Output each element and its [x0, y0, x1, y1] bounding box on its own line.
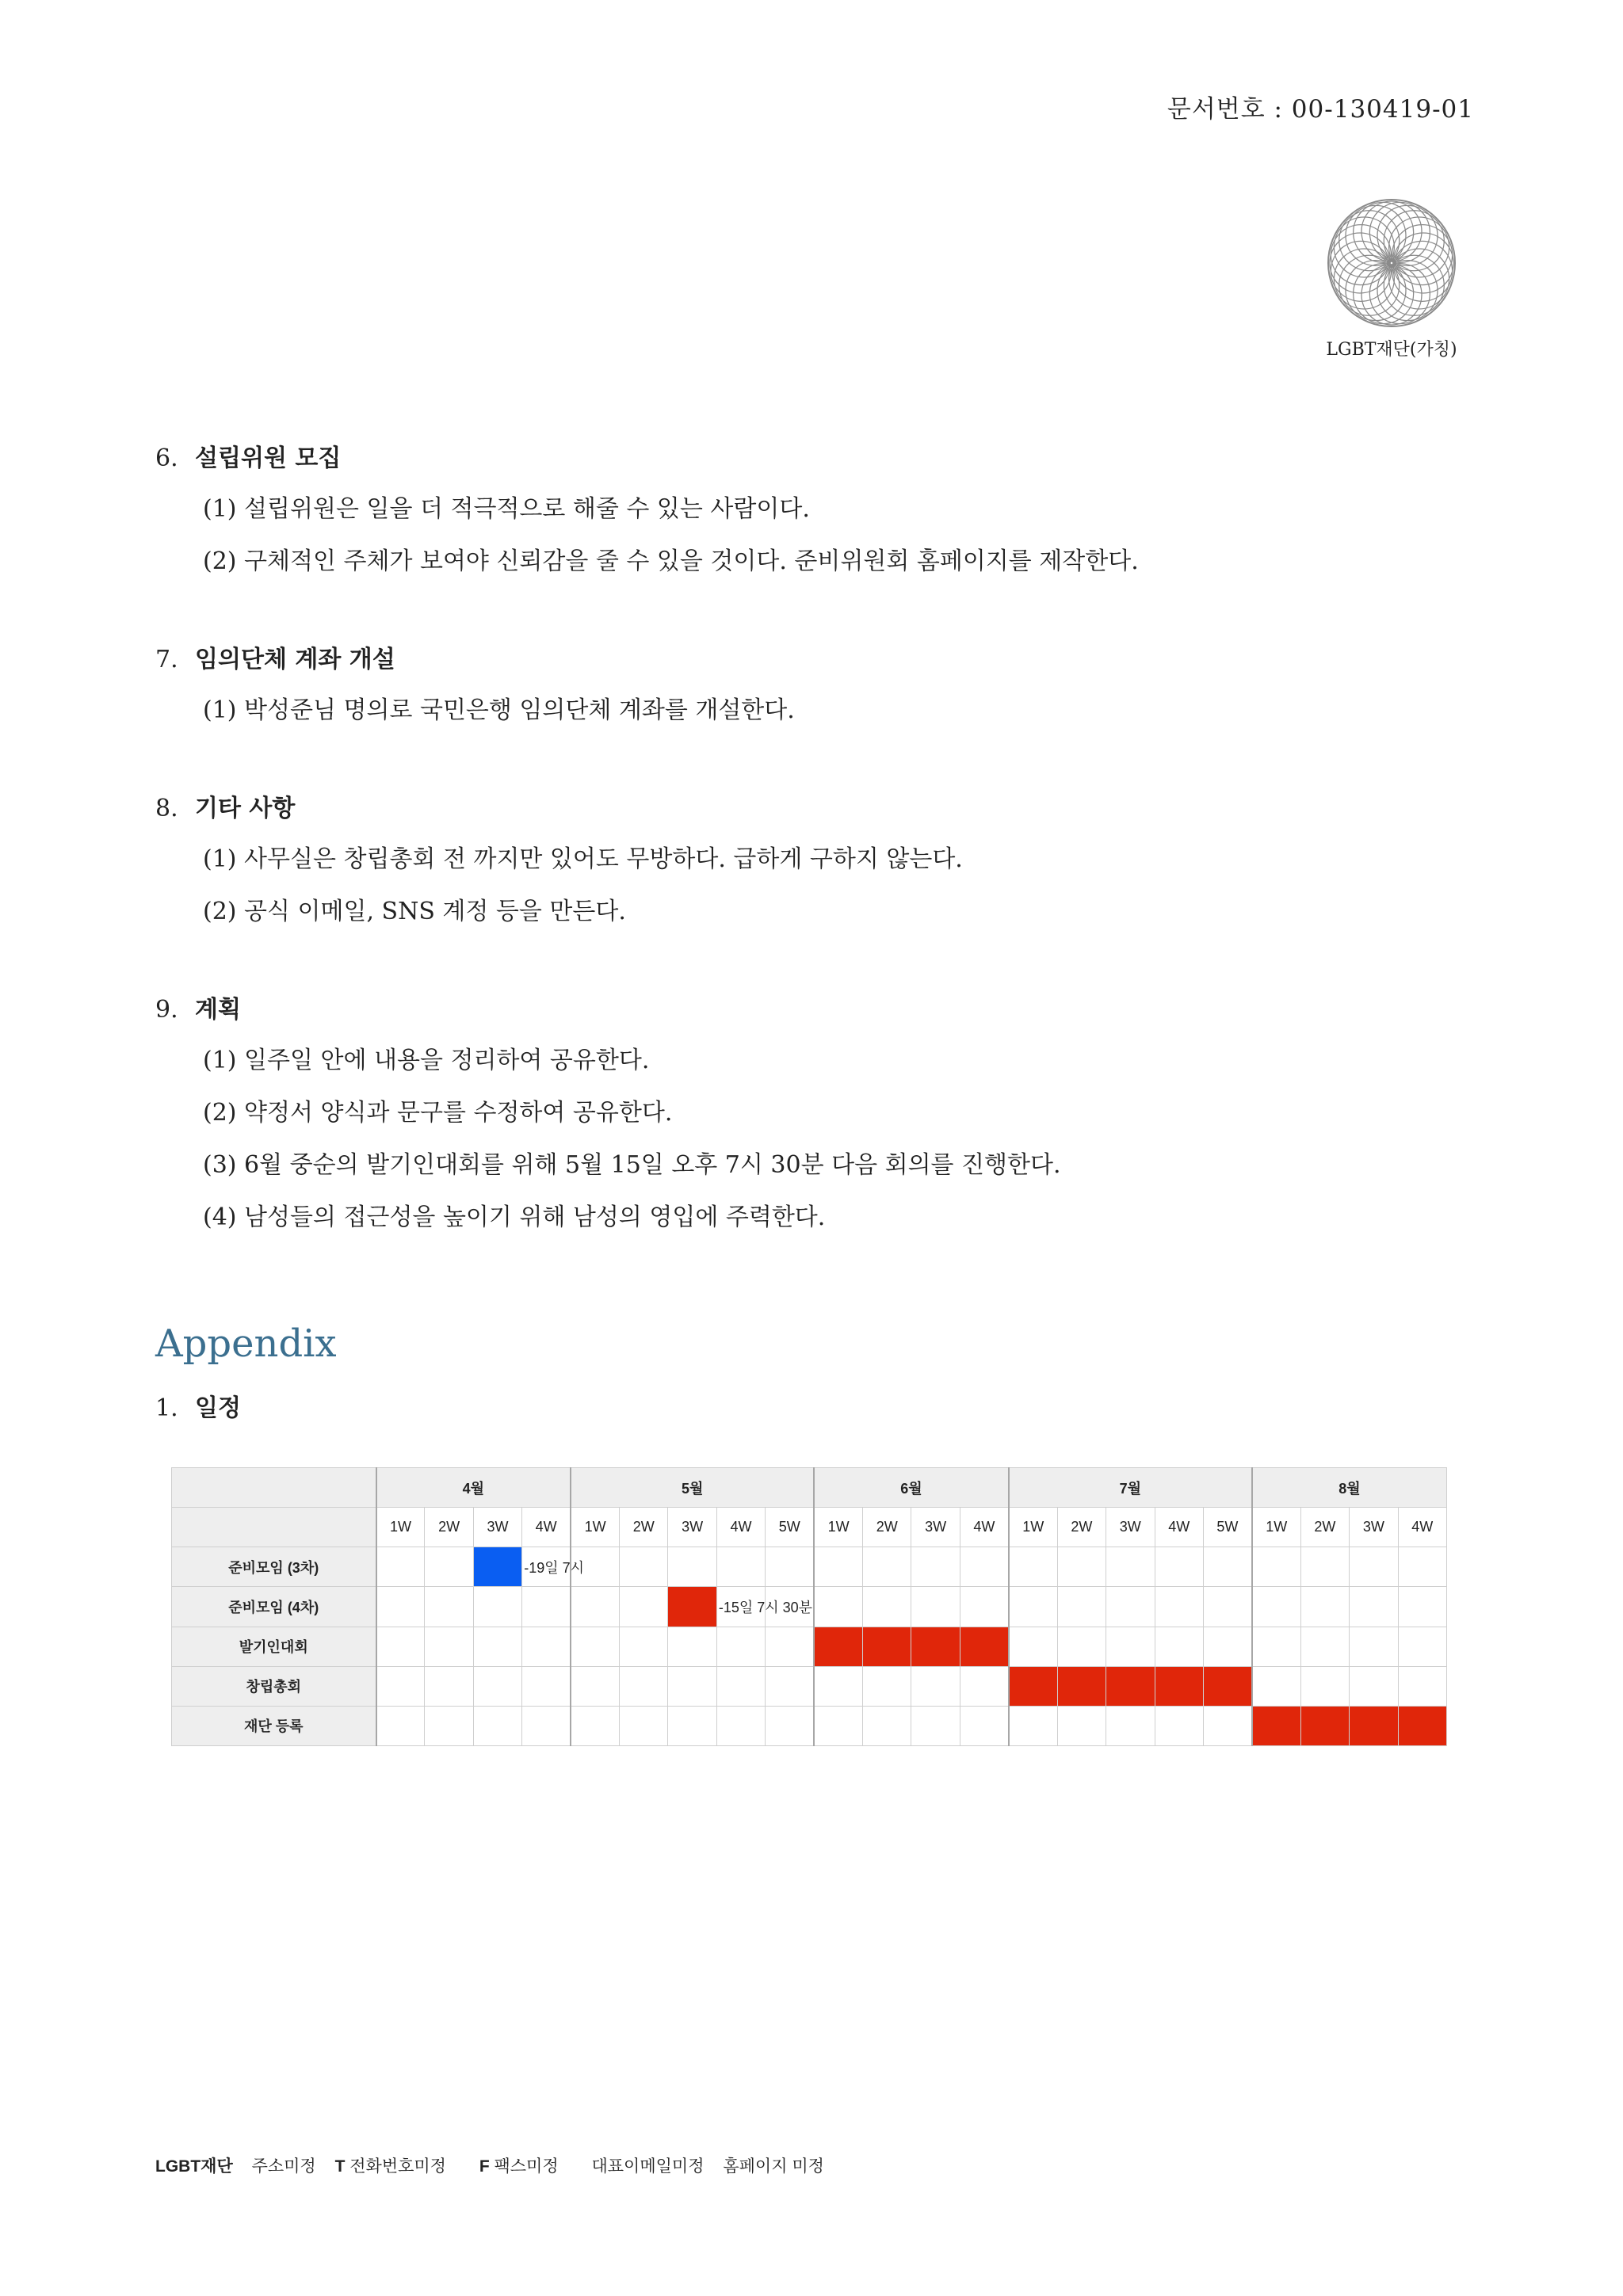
schedule-bar-cell	[1203, 1666, 1251, 1706]
schedule-empty-cell	[1106, 1587, 1155, 1627]
schedule-table	[171, 1467, 1447, 1746]
appendix-heading: Appendix	[155, 1322, 337, 1366]
schedule-empty-cell	[473, 1587, 521, 1627]
section	[155, 635, 1471, 737]
schedule-empty-cell	[376, 1627, 425, 1666]
schedule-week-header: 1W	[1252, 1508, 1300, 1547]
schedule-week-header: 1W	[571, 1508, 619, 1547]
schedule-empty-cell	[1155, 1627, 1203, 1666]
schedule-empty-cell	[1106, 1706, 1155, 1745]
schedule-empty-cell	[522, 1706, 571, 1745]
section-title	[155, 784, 1471, 833]
schedule-row-label: 재단 등록	[172, 1706, 376, 1745]
schedule-week-header: 3W	[1350, 1508, 1398, 1547]
section-item: (1) 설립위원은 일을 더 적극적으로 해줄 수 있는 사람이다.	[203, 495, 810, 523]
schedule-label: 일정	[195, 1394, 241, 1422]
schedule-empty-cell	[522, 1547, 585, 1587]
schedule-row-label: 준비모임 (4차)	[172, 1587, 376, 1627]
schedule-empty-cell	[668, 1666, 716, 1706]
schedule-empty-cell	[376, 1706, 425, 1745]
schedule-empty-cell	[1009, 1627, 1057, 1666]
schedule-empty-cell	[766, 1627, 814, 1666]
schedule-week-header: 1W	[1009, 1508, 1057, 1547]
schedule-empty-cell	[1300, 1547, 1349, 1587]
footer	[155, 2153, 838, 2177]
schedule-bar-cell	[668, 1587, 716, 1627]
schedule-bar-cell	[1398, 1706, 1446, 1745]
schedule-empty-cell	[716, 1547, 765, 1587]
schedule-month-header: 7월	[1009, 1468, 1252, 1508]
schedule-week-header: 1W	[376, 1508, 425, 1547]
schedule-empty-cell	[376, 1666, 425, 1706]
schedule-empty-cell	[1009, 1706, 1057, 1745]
schedule-empty-cell	[425, 1666, 473, 1706]
schedule-empty-cell	[425, 1627, 473, 1666]
schedule-bar-cell	[1106, 1666, 1155, 1706]
schedule-bar-cell	[1350, 1706, 1398, 1745]
schedule-empty-cell	[960, 1666, 1008, 1706]
schedule-empty-cell	[960, 1706, 1008, 1745]
footer-phone: 전화번호미정	[349, 2157, 446, 2176]
schedule-note: -15일 7시 30분	[718, 1599, 813, 1615]
seal-caption: LGBT재단(가칭)	[1326, 340, 1457, 360]
schedule-empty-cell	[1252, 1666, 1300, 1706]
schedule-empty-cell	[1203, 1627, 1251, 1666]
schedule-empty-cell	[571, 1627, 619, 1666]
section-item: (1) 일주일 안에 내용을 정리하여 공유한다.	[203, 1047, 650, 1074]
schedule-bar-cell	[1057, 1666, 1106, 1706]
schedule-row-label: 발기인대회	[172, 1627, 376, 1666]
schedule-empty-cell	[1252, 1627, 1300, 1666]
schedule-note: -19일 7시	[524, 1559, 585, 1576]
schedule-empty-cell	[571, 1706, 619, 1745]
schedule-empty-cell	[620, 1706, 668, 1745]
schedule-empty-cell	[473, 1706, 521, 1745]
section-title	[155, 635, 1471, 685]
schedule-month-header: 4월	[376, 1468, 571, 1508]
schedule-empty-cell	[766, 1666, 814, 1706]
schedule-empty-cell	[1057, 1587, 1106, 1627]
document-number: 문서번호 : 00-130419-01	[1167, 95, 1474, 124]
schedule-empty-cell	[716, 1666, 765, 1706]
schedule-empty-cell	[1106, 1547, 1155, 1587]
section-item: (2) 약정서 양식과 문구를 수정하여 공유한다.	[203, 1099, 673, 1127]
schedule-empty-cell	[863, 1706, 911, 1745]
footer-org: LGBT재단	[155, 2157, 233, 2176]
schedule-empty-cell	[863, 1547, 911, 1587]
schedule-row-label: 준비모임 (3차)	[172, 1547, 376, 1587]
schedule-empty-cell	[911, 1706, 960, 1745]
schedule-empty-cell	[473, 1627, 521, 1666]
schedule-bar-cell	[911, 1627, 960, 1666]
schedule-row	[172, 1547, 1447, 1587]
footer-phone-label: T	[334, 2157, 346, 2176]
section-item: (1) 박성준님 명의로 국민은행 임의단체 계좌를 개설한다.	[203, 696, 795, 724]
schedule-empty-cell	[1300, 1666, 1349, 1706]
schedule-empty-cell	[960, 1587, 1008, 1627]
schedule-empty-cell	[668, 1706, 716, 1745]
section-number: 8.	[155, 795, 178, 822]
schedule-empty-cell	[1350, 1547, 1398, 1587]
footer-fax: 팩스미정	[494, 2157, 559, 2176]
section-number: 7.	[155, 646, 178, 673]
schedule-empty-cell	[1398, 1587, 1446, 1627]
schedule-empty-cell	[620, 1627, 668, 1666]
schedule-week-header: 3W	[668, 1508, 716, 1547]
schedule-bar-cell	[960, 1627, 1008, 1666]
schedule-corner	[172, 1468, 376, 1508]
schedule-empty-cell	[1009, 1547, 1057, 1587]
schedule-bar-cell	[1300, 1706, 1349, 1745]
schedule-empty-cell	[1252, 1587, 1300, 1627]
schedule-row	[172, 1587, 1447, 1627]
schedule-week-header: 2W	[1300, 1508, 1349, 1547]
schedule-empty-cell	[716, 1706, 765, 1745]
schedule-month-header: 6월	[814, 1468, 1009, 1508]
schedule-week-header: 5W	[1203, 1508, 1251, 1547]
schedule-week-header: 4W	[960, 1508, 1008, 1547]
section-title	[155, 434, 1471, 483]
schedule-empty-cell	[1350, 1627, 1398, 1666]
schedule-empty-cell	[620, 1587, 668, 1627]
schedule-empty-cell	[911, 1587, 960, 1627]
section-title-text: 임의단체 계좌 개설	[195, 646, 395, 673]
schedule-month-header: 8월	[1252, 1468, 1447, 1508]
schedule-empty-cell	[1155, 1587, 1203, 1627]
schedule-empty-cell	[960, 1547, 1008, 1587]
schedule-empty-cell	[376, 1587, 425, 1627]
schedule-empty-cell	[1009, 1587, 1057, 1627]
schedule-empty-cell	[1300, 1587, 1349, 1627]
schedule-empty-cell	[716, 1627, 765, 1666]
schedule-empty-cell	[668, 1627, 716, 1666]
schedule-bar-cell	[1252, 1706, 1300, 1745]
schedule-number: 1.	[155, 1394, 178, 1422]
schedule-empty-cell	[1106, 1627, 1155, 1666]
footer-email: 대표이메일미정	[591, 2157, 705, 2176]
schedule-row-label: 창립총회	[172, 1666, 376, 1706]
schedule-empty-cell	[1203, 1547, 1251, 1587]
schedule-empty-cell	[1300, 1627, 1349, 1666]
section-title	[155, 986, 1471, 1035]
foundation-seal-logo	[1325, 196, 1458, 330]
section-item: (3) 6월 중순의 발기인대회를 위해 5월 15일 오후 7시 30분 다음 회의를 진행한다.	[203, 1151, 1061, 1179]
schedule-empty-cell	[716, 1587, 813, 1627]
schedule-empty-cell	[522, 1666, 571, 1706]
schedule-empty-cell	[1057, 1627, 1106, 1666]
schedule-week-header: 2W	[863, 1508, 911, 1547]
schedule-empty-cell	[1155, 1706, 1203, 1745]
section-number: 9.	[155, 996, 178, 1024]
schedule-empty-cell	[1203, 1706, 1251, 1745]
schedule-bar-cell	[863, 1627, 911, 1666]
schedule-empty-cell	[1155, 1547, 1203, 1587]
schedule-empty-cell	[522, 1587, 571, 1627]
footer-homepage: 홈페이지 미정	[723, 2157, 824, 2176]
schedule-corner	[172, 1508, 376, 1547]
schedule-week-header: 4W	[1155, 1508, 1203, 1547]
section-item: (2) 구체적인 주체가 보여야 신뢰감을 줄 수 있을 것이다. 준비위원회 홈페이지를 제작한다.	[203, 547, 1139, 575]
schedule-empty-cell	[814, 1666, 862, 1706]
schedule-empty-cell	[620, 1547, 668, 1587]
section-title-text: 계획	[195, 996, 241, 1024]
schedule-week-header: 4W	[522, 1508, 571, 1547]
schedule-row	[172, 1666, 1447, 1706]
schedule-empty-cell	[1252, 1547, 1300, 1587]
schedule-empty-cell	[1398, 1666, 1446, 1706]
schedule-empty-cell	[620, 1666, 668, 1706]
schedule-empty-cell	[1350, 1587, 1398, 1627]
schedule-week-header: 2W	[425, 1508, 473, 1547]
schedule-week-header: 3W	[911, 1508, 960, 1547]
schedule-empty-cell	[1057, 1706, 1106, 1745]
schedule-empty-cell	[473, 1666, 521, 1706]
section-title-text: 기타 사항	[195, 795, 296, 822]
schedule-empty-cell	[376, 1547, 425, 1587]
section-item: (1) 사무실은 창립총회 전 까지만 있어도 무방하다. 급하게 구하지 않는다.	[203, 845, 963, 873]
schedule-week-header: 3W	[473, 1508, 521, 1547]
schedule-empty-cell	[1057, 1547, 1106, 1587]
schedule-empty-cell	[814, 1587, 862, 1627]
section-item: (2) 공식 이메일, SNS 계정 등을 만든다.	[203, 898, 626, 925]
schedule-empty-cell	[814, 1706, 862, 1745]
footer-fax-label: F	[479, 2157, 490, 2176]
minutes-sections	[155, 434, 1471, 1291]
schedule-empty-cell	[814, 1547, 862, 1587]
schedule-empty-cell	[571, 1666, 619, 1706]
schedule-empty-cell	[571, 1587, 619, 1627]
schedule-week-header: 3W	[1106, 1508, 1155, 1547]
schedule-empty-cell	[1398, 1627, 1446, 1666]
schedule-bar-cell	[1009, 1666, 1057, 1706]
schedule-title	[155, 1388, 241, 1423]
schedule-empty-cell	[766, 1706, 814, 1745]
schedule-month-header: 5월	[571, 1468, 814, 1508]
schedule-empty-cell	[766, 1547, 814, 1587]
section	[155, 784, 1471, 938]
schedule-empty-cell	[1398, 1547, 1446, 1587]
section-item: (4) 남성들의 접근성을 높이기 위해 남성의 영입에 주력한다.	[203, 1203, 826, 1231]
schedule-week-header: 5W	[766, 1508, 814, 1547]
schedule-empty-cell	[522, 1627, 571, 1666]
schedule-empty-cell	[1203, 1587, 1251, 1627]
schedule-week-header: 1W	[814, 1508, 862, 1547]
schedule-week-header: 4W	[1398, 1508, 1446, 1547]
section	[155, 986, 1471, 1244]
section-title-text: 설립위원 모집	[195, 444, 342, 472]
schedule-empty-cell	[863, 1666, 911, 1706]
schedule-empty-cell	[425, 1706, 473, 1745]
schedule-bar-cell	[1155, 1666, 1203, 1706]
schedule-empty-cell	[1350, 1666, 1398, 1706]
schedule-bar-cell	[473, 1547, 521, 1587]
schedule-row	[172, 1706, 1447, 1745]
section	[155, 434, 1471, 588]
footer-address: 주소미정	[251, 2157, 316, 2176]
schedule-row	[172, 1627, 1447, 1666]
schedule-empty-cell	[425, 1587, 473, 1627]
schedule-empty-cell	[911, 1666, 960, 1706]
schedule-week-header: 2W	[1057, 1508, 1106, 1547]
schedule-empty-cell	[863, 1587, 911, 1627]
section-number: 6.	[155, 444, 178, 472]
schedule-empty-cell	[911, 1547, 960, 1587]
schedule-week-header: 2W	[620, 1508, 668, 1547]
schedule-empty-cell	[425, 1547, 473, 1587]
schedule-bar-cell	[814, 1627, 862, 1666]
schedule-empty-cell	[668, 1547, 716, 1587]
schedule-week-header: 4W	[716, 1508, 765, 1547]
